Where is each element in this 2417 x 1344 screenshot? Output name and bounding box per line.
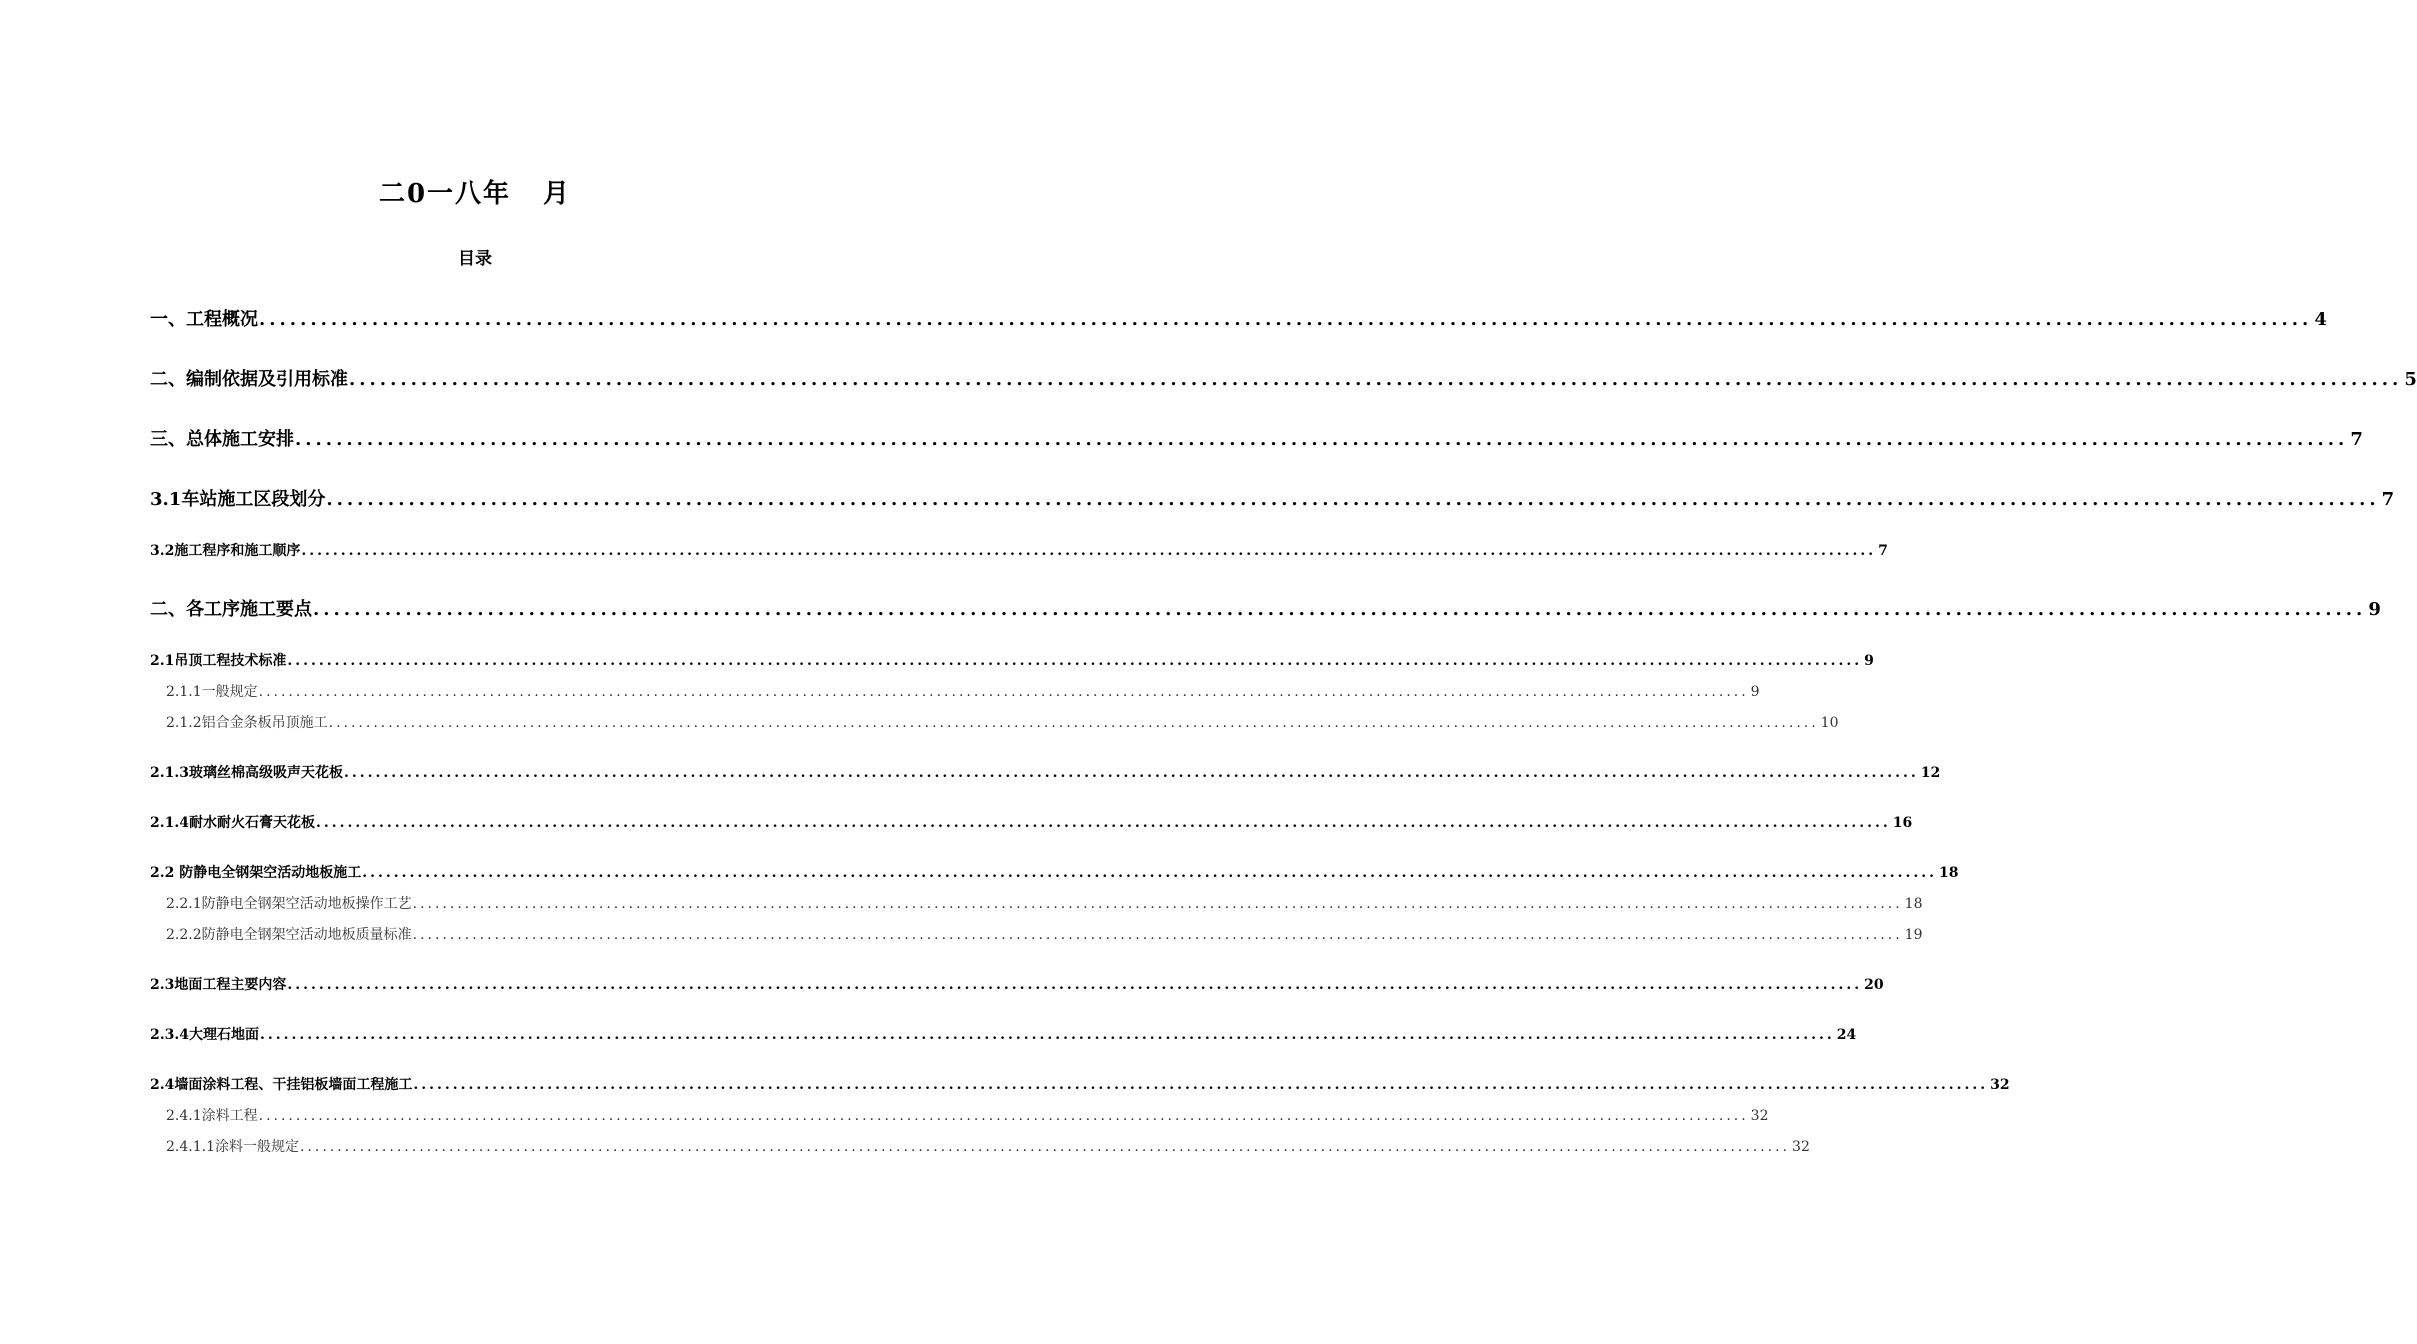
toc-title: 目录	[458, 249, 492, 269]
toc-entry-label: 2.2.2防静电全钢架空活动地板质量标准	[166, 927, 412, 943]
toc-entry[interactable]	[166, 712, 1839, 734]
toc-entry-label: 2.1.2铝合金条板吊顶施工	[166, 715, 328, 731]
toc-entry[interactable]	[150, 540, 1888, 562]
toc-entry-page: 19	[1904, 927, 1923, 943]
toc-entry-page: 10	[1820, 715, 1839, 731]
toc-entry[interactable]	[150, 650, 1874, 672]
toc-entry[interactable]	[150, 366, 2417, 394]
toc-entry[interactable]	[166, 681, 1760, 703]
toc-entry[interactable]	[150, 862, 1959, 884]
toc-leader-dots: ........................................................................................................................................................................................................	[301, 543, 1877, 559]
toc-entry-label: 2.1.3玻璃丝棉高级吸声天花板	[150, 765, 343, 781]
toc-entry-page: 4	[2314, 309, 2327, 330]
toc-leader-dots: ........................................................................................................................................................................................................	[259, 1027, 1835, 1043]
toc-entry[interactable]	[150, 426, 2363, 454]
toc-entry[interactable]	[150, 306, 2327, 334]
date-year: 二0一八年	[378, 179, 512, 209]
toc-entry-page: 7	[2350, 429, 2363, 450]
toc-entry[interactable]	[150, 974, 1884, 996]
toc-entry-page: 12	[1920, 765, 1941, 781]
toc-entry-label: 2.3地面工程主要内容	[150, 977, 287, 993]
toc-entry-page: 18	[1939, 865, 1959, 881]
toc-entry[interactable]	[150, 1074, 2010, 1096]
toc-entry-page: 24	[1836, 1027, 1857, 1043]
toc-entry-label: 二、各工序施工要点	[150, 599, 312, 620]
toc-leader-dots: ........................................................................................................................................................................................................	[412, 896, 1903, 912]
toc-leader-dots: ........................................................................................................................................................................................................	[413, 1077, 1989, 1093]
toc-entry-page: 20	[1864, 977, 1884, 993]
toc-entry[interactable]	[150, 486, 2395, 514]
toc-leader-dots: ........................................................................................................................................................................................................	[315, 815, 1891, 831]
toc-leader-dots: ........................................................................................................................................................................................................	[287, 977, 1863, 993]
toc-entry-page: 9	[2368, 599, 2381, 620]
toc-entry-label: 2.1.1一般规定	[166, 684, 258, 700]
toc-leader-dots: ........................................................................................................................................................................................................	[295, 429, 2349, 450]
toc-leader-dots: ........................................................................................................................................................................................................	[326, 489, 2380, 510]
toc-entry-page: 7	[2381, 489, 2395, 510]
toc-entry-page: 32	[1750, 1108, 1769, 1124]
toc-entry-page: 9	[1750, 684, 1760, 700]
toc-leader-dots: ........................................................................................................................................................................................................	[258, 1108, 1749, 1124]
toc-entry-label: 2.3.4大理石地面	[150, 1027, 259, 1043]
toc-leader-dots: ........................................................................................................................................................................................................	[328, 715, 1819, 731]
toc-entry-page: 7	[1878, 543, 1888, 559]
toc-leader-dots: ........................................................................................................................................................................................................	[412, 927, 1903, 943]
toc-leader-dots: ........................................................................................................................................................................................................	[258, 684, 1749, 700]
document-date	[0, 174, 950, 214]
toc-leader-dots: ........................................................................................................................................................................................................	[362, 865, 1938, 881]
toc-entry[interactable]	[166, 1136, 1810, 1158]
toc-leader-dots: ........................................................................................................................................................................................................	[287, 653, 1863, 669]
toc-entry-label: 3.1车站施工区段划分	[150, 489, 326, 510]
toc-entry-label: 二、编制依据及引用标准	[150, 369, 348, 390]
toc-leader-dots: ........................................................................................................................................................................................................	[343, 765, 1919, 781]
toc-entry-label: 2.2 防静电全钢架空活动地板施工	[150, 865, 362, 881]
toc-entry-page: 32	[1990, 1077, 2010, 1093]
toc-entry-page: 32	[1792, 1139, 1810, 1155]
toc-entry[interactable]	[150, 1024, 1857, 1046]
toc-entry-label: 2.1.4耐水耐火石膏天花板	[150, 815, 315, 831]
toc-entry[interactable]	[150, 762, 1941, 784]
toc-entry[interactable]	[150, 596, 2381, 624]
toc-entry-label: 2.4墙面涂料工程、干挂铝板墙面工程施工	[150, 1077, 413, 1093]
toc-leader-dots: ........................................................................................................................................................................................................	[313, 599, 2367, 620]
toc-entry-label: 2.1吊顶工程技术标准	[150, 653, 287, 669]
toc-entry[interactable]	[166, 1105, 1769, 1127]
toc-entry-label: 一、工程概况	[150, 309, 258, 330]
toc-entry-label: 2.4.1.1涂料一般规定	[166, 1139, 299, 1155]
toc-entry-label: 三、总体施工安排	[150, 429, 294, 450]
toc-entry-page: 5	[2404, 369, 2417, 390]
toc-entry-page: 18	[1904, 896, 1923, 912]
toc-leader-dots: ........................................................................................................................................................................................................	[349, 369, 2403, 390]
toc-leader-dots: ........................................................................................................................................................................................................	[299, 1139, 1791, 1155]
toc-entry-label: 2.2.1防静电全钢架空活动地板操作工艺	[166, 896, 412, 912]
toc-entry-label: 3.2施工程序和施工顺序	[150, 543, 301, 559]
toc-leader-dots: ........................................................................................................................................................................................................	[259, 309, 2313, 330]
toc-entry-page: 9	[1864, 653, 1874, 669]
toc-entry[interactable]	[166, 924, 1923, 946]
toc-entry[interactable]	[166, 893, 1923, 915]
date-month: 月	[543, 179, 572, 209]
toc-entry-page: 16	[1892, 815, 1913, 831]
toc-entry-label: 2.4.1涂料工程	[166, 1108, 258, 1124]
toc-entry[interactable]	[150, 812, 1913, 834]
